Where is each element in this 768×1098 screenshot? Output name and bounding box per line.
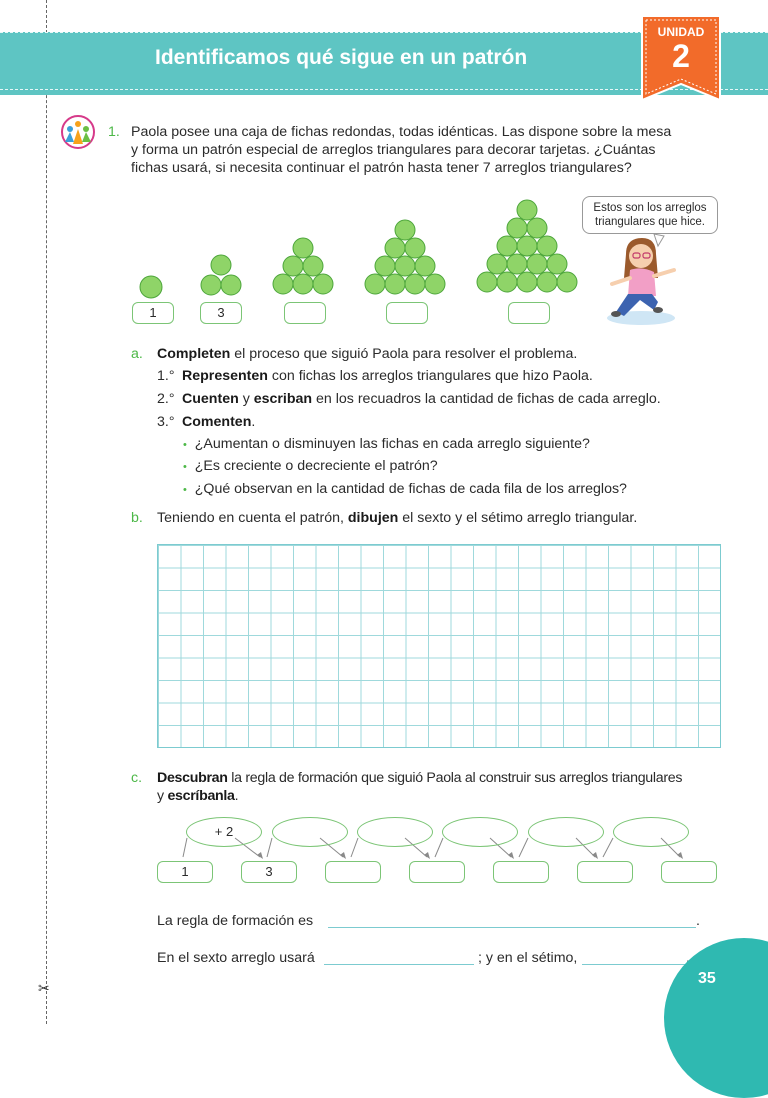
bullet-text-2: ¿Es creciente o decreciente el patrón?: [194, 458, 438, 474]
step-1-bold: Representen: [182, 368, 268, 384]
step-3-rest: .: [251, 414, 256, 430]
sixth-label: En el sexto arreglo usará: [157, 950, 315, 966]
chip: [517, 272, 537, 292]
bullet-dot-icon: •: [183, 439, 187, 451]
chip: [365, 274, 385, 294]
difference-oval-5[interactable]: [528, 817, 604, 847]
chip: [293, 274, 313, 294]
chip: [303, 256, 323, 276]
step-2-bold-2: escriban: [253, 391, 313, 407]
difference-oval-6[interactable]: [613, 817, 689, 847]
bullet-dot-icon: •: [183, 461, 187, 473]
sequence-box-7[interactable]: [661, 861, 717, 883]
difference-oval-3[interactable]: [357, 817, 433, 847]
part-b-label: b.: [131, 510, 143, 526]
part-c-rest-1: la regla de formación que siguió Paola al construir sus arreglos triangulares: [227, 770, 683, 786]
part-b-rest: el sexto y el sétimo arreglo triangular.: [398, 510, 638, 526]
unit-number: 2: [672, 38, 690, 74]
part-c-label: c.: [131, 770, 143, 786]
sixth-answer-line[interactable]: [324, 963, 474, 965]
chip: [557, 272, 577, 292]
part-c-rest-2: .: [234, 788, 239, 804]
chip: [507, 254, 527, 274]
part-b-pre: Teniendo en cuenta el patrón,: [157, 510, 348, 526]
bullet-dot-icon: •: [183, 484, 187, 496]
count-box-4[interactable]: [386, 302, 428, 324]
arrow-line: [267, 838, 272, 857]
sequence-box-2[interactable]: 3: [241, 861, 297, 883]
chip: [283, 256, 303, 276]
sequence-box-1[interactable]: 1: [157, 861, 213, 883]
difference-oval-4[interactable]: [442, 817, 518, 847]
sequence-box-6[interactable]: [577, 861, 633, 883]
part-a-bold: Completen: [157, 346, 231, 362]
speech-line-2: triangulares que hice.: [595, 216, 705, 228]
step-1-text: [182, 367, 593, 385]
difference-oval-2[interactable]: [272, 817, 348, 847]
problem-text: [131, 123, 731, 177]
step-2-bold-1: Cuenten: [182, 391, 239, 407]
chip: [425, 274, 445, 294]
arrow-head: [257, 852, 263, 859]
chip: [293, 238, 313, 258]
bullet-text-1: ¿Aumentan o disminuyen las fichas en cada arreglo siguiente?: [194, 436, 590, 452]
problem-line-2: y forma un patrón especial de arreglos triangulares para decorar tarjetas. ¿Cuántas: [131, 142, 656, 158]
arrow-head: [424, 852, 430, 859]
step-3-num: 3.°: [157, 414, 175, 430]
count-box-3[interactable]: [284, 302, 326, 324]
chip: [497, 236, 517, 256]
scissors-icon: ✂: [38, 980, 50, 996]
page-number: 35: [698, 970, 716, 987]
part-a-label: a.: [131, 346, 143, 362]
arrow-line: [351, 838, 358, 857]
cut-line: [46, 0, 47, 1024]
part-a-rest: el proceso que siguió Paola para resolver el problema.: [230, 346, 578, 362]
count-box-2[interactable]: 3: [200, 302, 242, 324]
seventh-answer-line[interactable]: [582, 963, 686, 965]
step-3-text: [182, 413, 255, 431]
part-b-bold: dibujen: [347, 510, 399, 526]
part-c-pre-2: y: [157, 788, 168, 804]
chip: [415, 256, 435, 276]
chip: [527, 254, 547, 274]
part-c-line-1: [157, 769, 727, 787]
girl-illustration-icon: [596, 232, 692, 328]
part-c-bold-1: Descubran: [157, 770, 228, 786]
part-c-line-2: [157, 787, 727, 805]
sequence-box-4[interactable]: [409, 861, 465, 883]
arrow-line: [519, 838, 528, 857]
bullet-item-2: [183, 457, 438, 476]
step-2-num: 2.°: [157, 391, 175, 407]
sequence-box-5[interactable]: [493, 861, 549, 883]
bullet-text-3: ¿Qué observan en la cantidad de fichas de cada fila de los arreglos?: [194, 481, 627, 497]
chip: [273, 274, 293, 294]
chip: [537, 272, 557, 292]
arrow-head: [592, 852, 598, 859]
problem-number: 1.: [108, 124, 120, 140]
step-1-num: 1.°: [157, 368, 175, 384]
chip: [477, 272, 497, 292]
seventh-label: ; y en el sétimo,: [478, 950, 578, 966]
chip: [201, 275, 221, 295]
speech-bubble: [582, 196, 718, 234]
step-2-rest: en los recuadros la cantidad de fichas de cada arreglo.: [312, 391, 661, 407]
chip: [527, 218, 547, 238]
arrow-line: [603, 838, 613, 857]
arrow-head: [340, 852, 346, 859]
chip: [517, 200, 537, 220]
bullet-item-1: [183, 435, 590, 454]
page-title: Identificamos qué sigue en un patrón: [155, 46, 528, 69]
step-3-bold: Comenten: [182, 414, 252, 430]
arrow-head: [508, 852, 514, 859]
chip: [395, 220, 415, 240]
unit-label: UNIDAD: [657, 25, 705, 39]
sequence-box-3[interactable]: [325, 861, 381, 883]
chip: [497, 272, 517, 292]
problem-line-3: fichas usará, si necesita continuar el patrón hasta tener 7 arreglos triangulares?: [131, 160, 632, 176]
triangular-arrangements: [120, 196, 580, 302]
part-a-text: [157, 345, 577, 363]
page-corner: [664, 938, 768, 1098]
chip: [211, 255, 231, 275]
chip: [221, 275, 241, 295]
arrow-head: [677, 852, 683, 859]
speech-line-1: Estos son los arreglos: [593, 202, 707, 214]
chip: [375, 256, 395, 276]
chip: [517, 236, 537, 256]
rule-label: La regla de formación es: [157, 913, 314, 929]
bullet-item-3: [183, 480, 627, 499]
count-box-1[interactable]: 1: [132, 302, 174, 324]
chip: [405, 274, 425, 294]
difference-oval-1[interactable]: + 2: [186, 817, 262, 847]
chip: [537, 236, 557, 256]
step-2-mid: y: [238, 391, 254, 407]
step-2-text: [182, 390, 661, 408]
part-c-bold-2: escríbanla: [167, 788, 235, 804]
rule-answer-line[interactable]: [328, 926, 696, 928]
teamwork-icon: [60, 114, 96, 150]
drawing-grid[interactable]: [157, 544, 721, 748]
part-c-text: [157, 769, 727, 805]
step-1-rest: con fichas los arreglos triangulares que hizo Paola.: [267, 368, 593, 384]
part-b-text: [157, 509, 637, 527]
chip: [385, 274, 405, 294]
arrow-line: [183, 838, 187, 857]
arrow-line: [435, 838, 443, 857]
chip: [313, 274, 333, 294]
chip: [487, 254, 507, 274]
chip: [507, 218, 527, 238]
count-box-5[interactable]: [508, 302, 550, 324]
chip: [547, 254, 567, 274]
chip: [140, 276, 162, 298]
chip: [395, 256, 415, 276]
rule-end: .: [696, 913, 700, 929]
chip: [385, 238, 405, 258]
seventh-end: .: [686, 950, 690, 966]
problem-line-1: Paola posee una caja de fichas redondas, todas idénticas. Las dispone sobre la mesa: [131, 124, 672, 140]
chip: [405, 238, 425, 258]
